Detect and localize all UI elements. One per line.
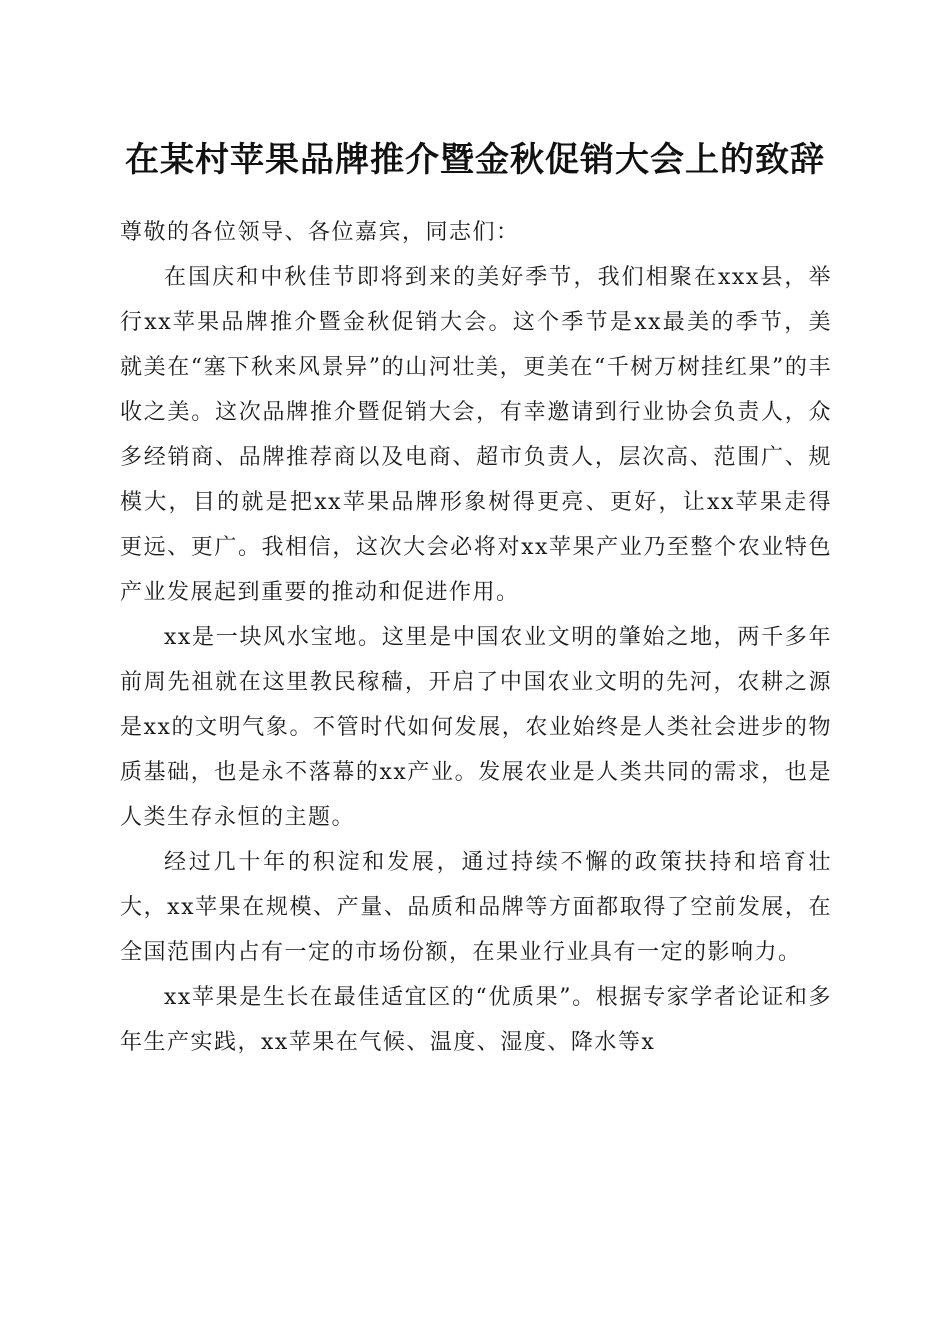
paragraph-3: 经过几十年的积淀和发展，通过持续不懈的政策扶持和培育壮大，xx苹果在规模、产量、品质和品牌等方面都取得了空前发展，在全国范围内占有一定的市场份额，在果业行业具有一定的影响力。 [120,850,832,965]
paragraph-4: xx苹果是生长在最佳适宜区的“优质果”。根据专家学者论证和多年生产实践，xx苹果在气候、温度、湿度、降水等x [120,985,832,1055]
paragraph-2: xx是一块风水宝地。这里是中国农业文明的肇始之地，两千多年前周先祖就在这里教民稼穑，开启了中国农业文明的先河，农耕之源是xx的文明气象。不管时代如何发展，农业始终是人类社会进步的物质基础，也是永不落幕的xx产业。发展农业是人类共同的需求，也是人类生存永恒的主题。 [120,625,832,830]
salutation: 尊敬的各位领导、各位嘉宾，同志们： [120,220,520,245]
document-title: 在某村苹果品牌推介暨金秋促销大会上的致辞 [125,140,825,180]
paragraph-1: 在国庆和中秋佳节即将到来的美好季节，我们相聚在xxx县，举行xx苹果品牌推介暨金秋促销大会。这个季节是xx最美的季节，美就美在“塞下秋来风景异”的山河壮美，更美在“千树万树挂红果”的丰收之美。这次品牌推介暨促销大会，有幸邀请到行业协会负责人，众多经销商、品牌推荐商以及电商、超市负责人，层次高、范围广、规模大，目的就是把xx苹果品牌形象树得更亮、更好，让xx苹果走得更远、更广。我相信，这次大会必将对xx苹果产业乃至整个农业特色产业发展起到重要的推动和促进作用。 [120,265,832,605]
document-body [120,210,832,1065]
